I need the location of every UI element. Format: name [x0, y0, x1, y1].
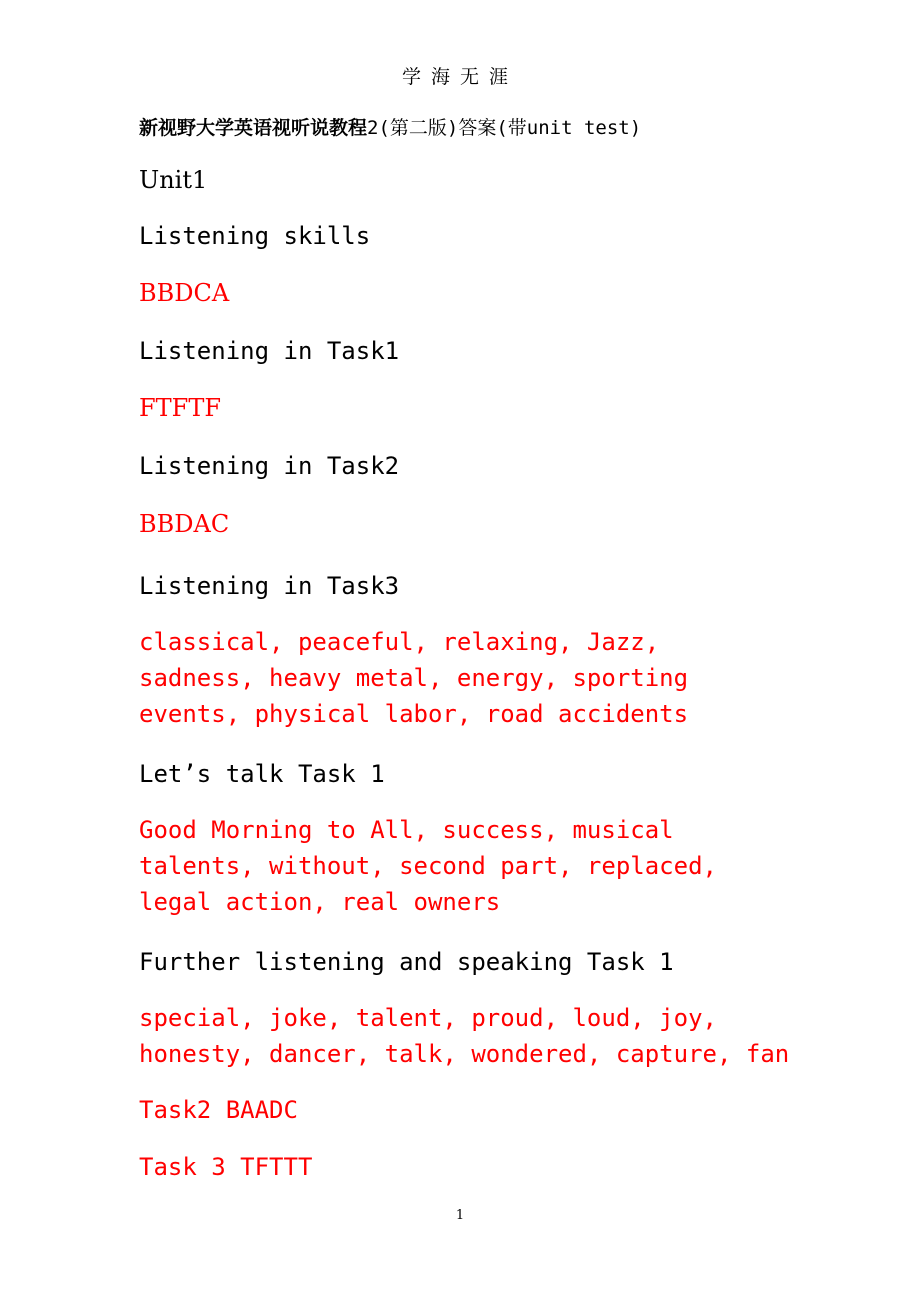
answer-lets-talk-task1	[139, 812, 717, 920]
answer-line: classical, peaceful, relaxing, Jazz,	[139, 628, 660, 656]
answer-listening-task1: FTFTF	[139, 394, 221, 422]
title-edition: 2(第二版)答案(带unit test)	[367, 117, 642, 139]
answer-line: talents, without, second part, replaced,	[139, 852, 717, 880]
title-chinese: 新视野大学英语视听说教程	[139, 117, 368, 139]
answer-listening-task3	[139, 624, 688, 732]
answer-further-listening-task1	[139, 1000, 789, 1072]
page-number: 1	[455, 1208, 465, 1223]
section-listening-task3: Listening in Task3	[139, 572, 400, 600]
answer-line: special, joke, talent, proud, loud, joy,	[139, 1004, 717, 1032]
section-further-listening-task1: Further listening and speaking Task 1	[139, 948, 674, 976]
section-listening-skills: Listening skills	[139, 222, 371, 250]
section-listening-task1: Listening in Task1	[139, 337, 400, 365]
answer-line: sadness, heavy metal, energy, sporting	[139, 664, 689, 692]
answer-line: Good Morning to All, success, musical	[139, 816, 674, 844]
section-listening-task2: Listening in Task2	[139, 452, 400, 480]
page-header: 学海无涯	[401, 66, 518, 88]
unit-heading: Unit1	[139, 166, 208, 194]
answer-task3: Task 3 TFTTT	[139, 1153, 313, 1181]
answer-line: honesty, dancer, talk, wondered, capture, fan	[139, 1040, 790, 1068]
answer-task2: Task2 BAADC	[139, 1096, 298, 1124]
answer-listening-task2: BBDAC	[139, 510, 230, 538]
answer-line: events, physical labor, road accidents	[139, 700, 689, 728]
answer-listening-skills: BBDCA	[139, 279, 230, 307]
document-title	[139, 113, 641, 140]
answer-line: legal action, real owners	[139, 888, 501, 916]
section-lets-talk-task1: Let’s talk Task 1	[139, 760, 385, 788]
